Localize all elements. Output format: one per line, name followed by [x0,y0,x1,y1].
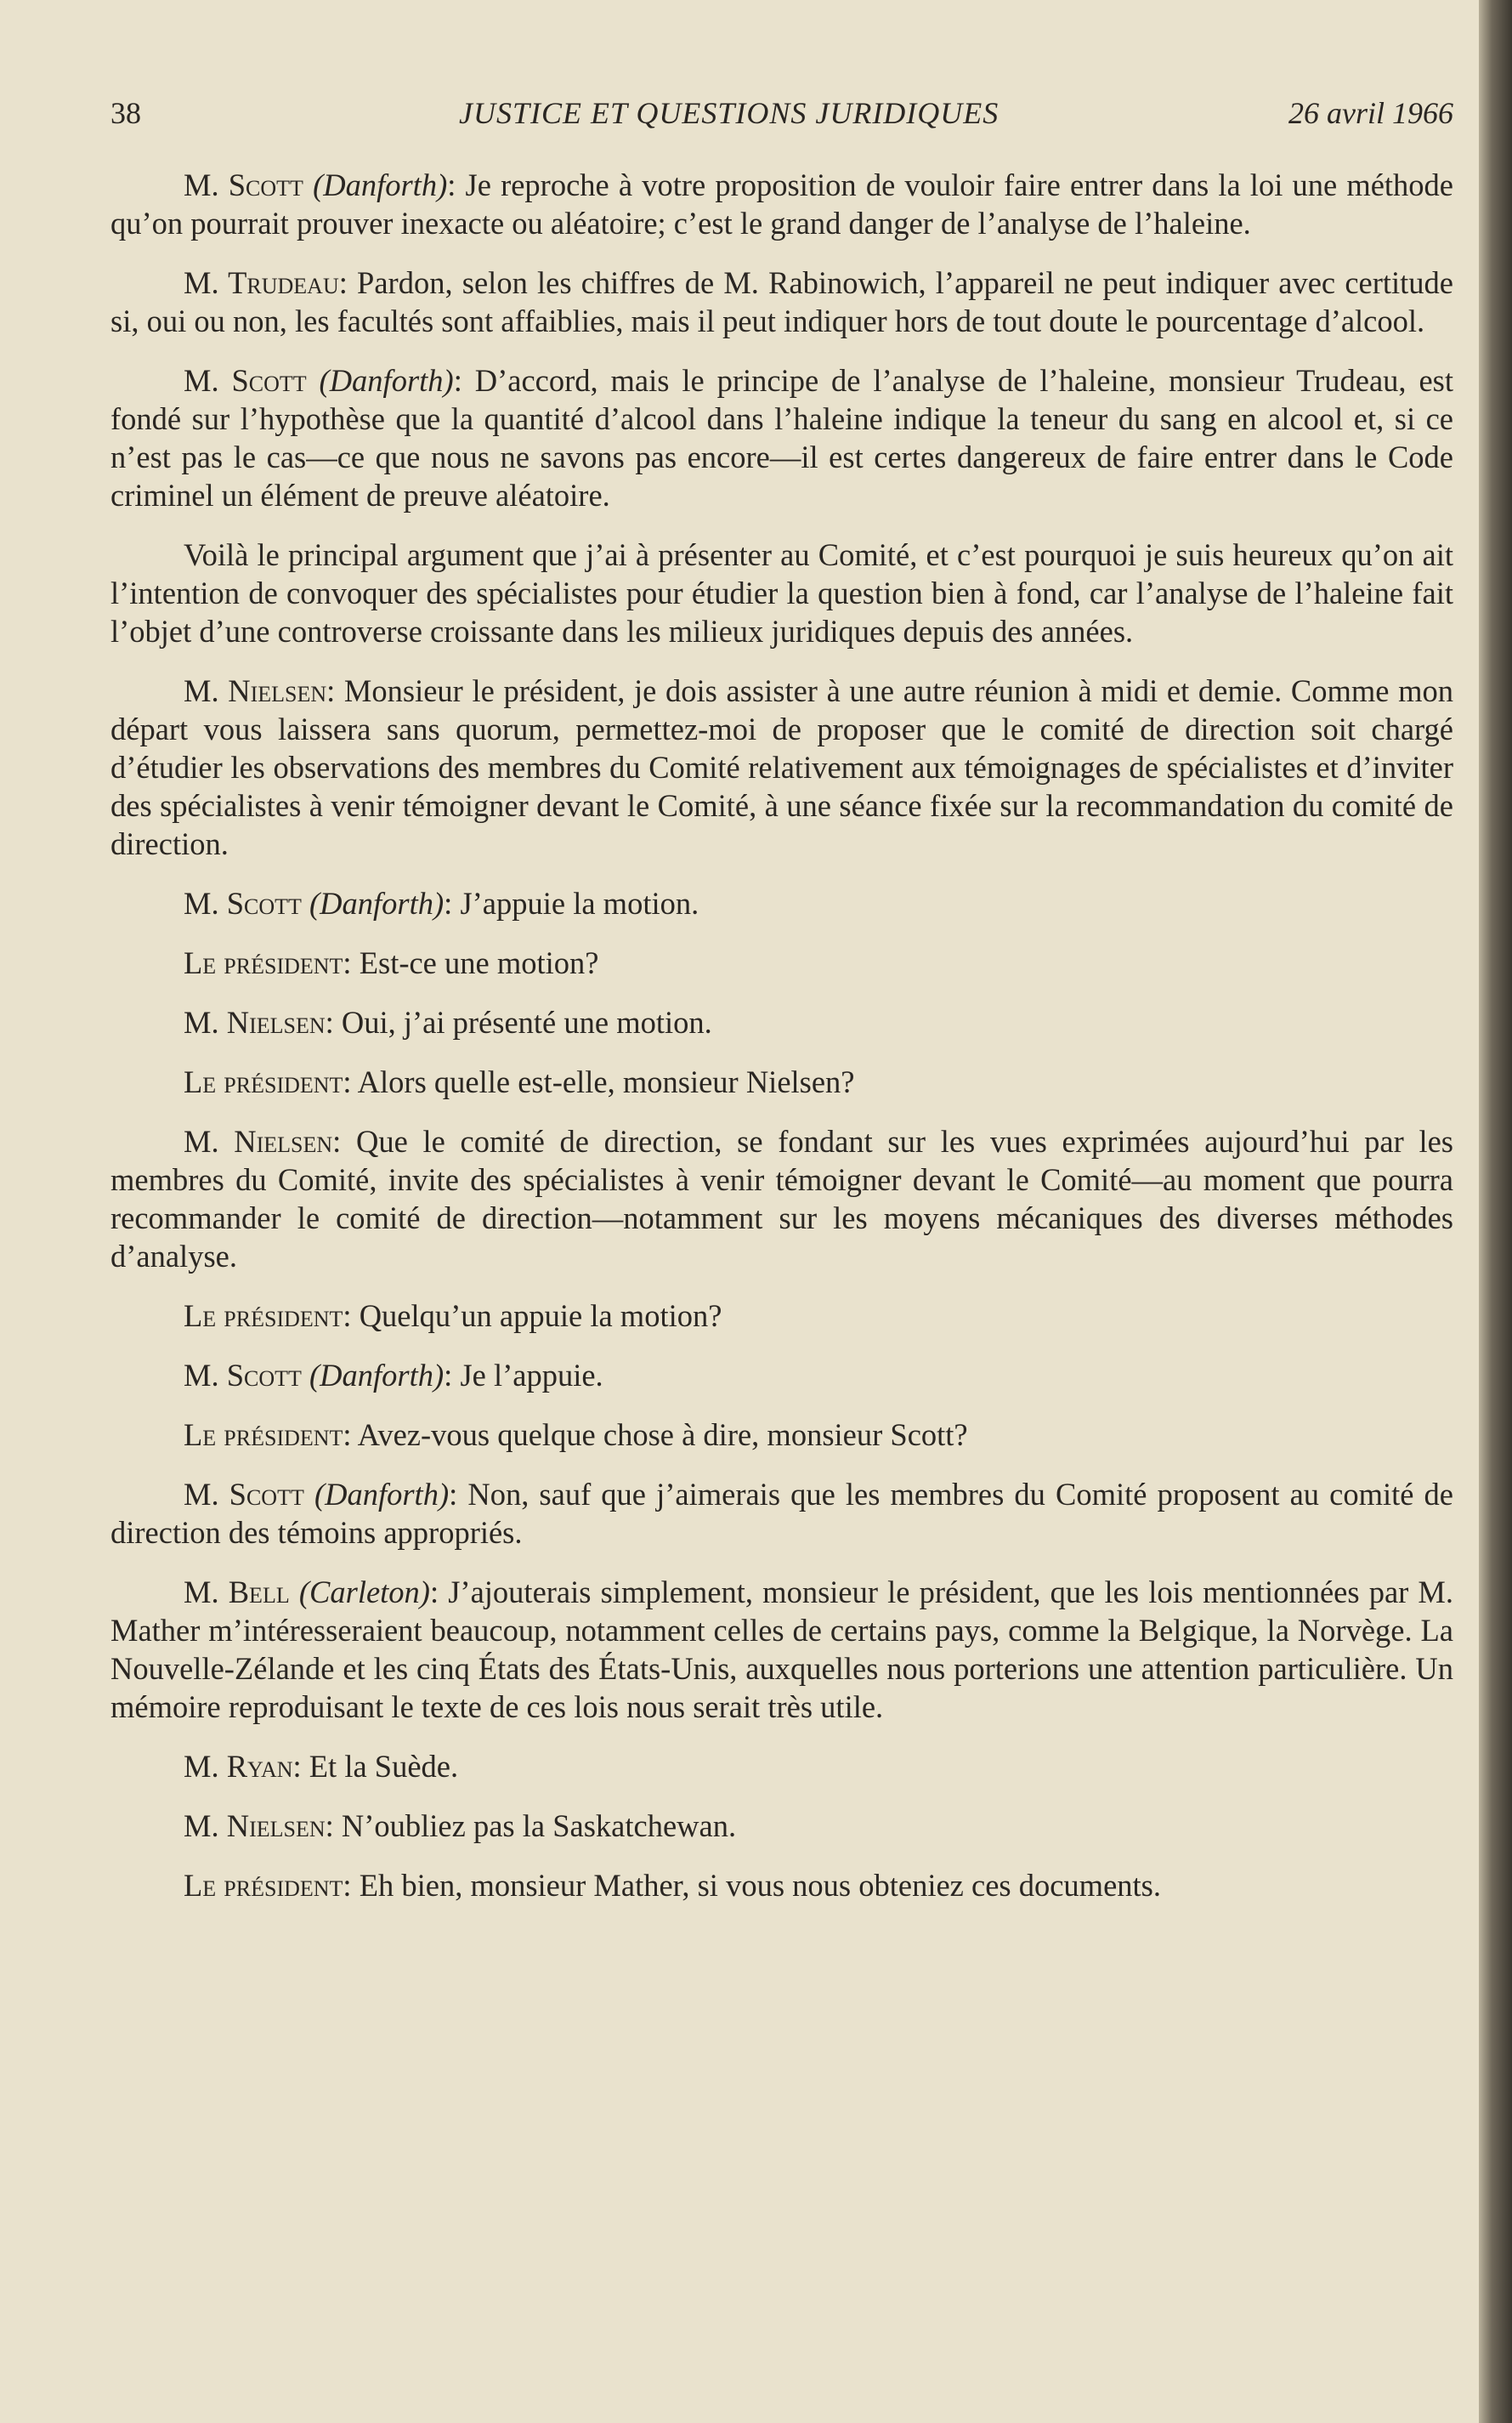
speech-text: : Je l’appuie. [444,1358,603,1393]
speaker-name: M. Scott [184,1358,302,1393]
page-number: 38 [110,96,141,130]
speech-text: : Et la Suède. [292,1749,459,1784]
speaker-name: M. Bell [184,1575,290,1609]
speech-text: : D’accord, mais le principe de l’analyse de l’haleine, monsieur Trudeau, est fondé sur l’hypothèse que la quantité d’alcool dans l’haleine indique la teneur du sang en alcool et, si ce n’est pas le cas—ce que nous ne savons pas encore—il est certes dangereux de faire entrer dans le Code criminel un élément de preuve aléatoire. [110,363,1453,513]
header-date: 26 avril 1966 [1288,96,1453,130]
speaker-riding: (Danforth) [309,886,445,921]
paragraph [110,536,1453,650]
speaker-name: M. Nielsen [184,673,327,708]
running-header [110,95,1453,138]
paragraph [110,1063,1453,1101]
speaker-name: M. Scott [184,886,302,921]
speaker-name: M. Scott [184,1477,304,1512]
paragraph [110,1475,1453,1552]
speech-text: : Avez-vous quelque chose à dire, monsieur Scott? [343,1417,968,1452]
speaker-name: Le président [184,1298,343,1333]
speaker-name: Le président [184,1868,343,1903]
speech-text: : J’ajouterais simplement, monsieur le président, que les lois mentionnées par M. Mather m’intéresseraient beaucoup, notamment celles de certains pays, comme la Belgique, la Norvège. La Nouvelle-Zélande et les cinq États des États-Unis, auxquelles nous porterions une attention particulière. Un mémoire reproduisant le texte de ces lois nous serait très utile. [110,1575,1454,1724]
speech-text: : Que le comité de direction, se fondant sur les vues exprimées aujourd’hui par les membres du Comité, invite des spécialistes à venir témoigner devant le Comité—au moment que pourra recommander le comité de direction—notamment sur les moyens mécaniques des diverses méthodes d’analyse. [110,1124,1453,1274]
speaker-name: M. Nielsen [184,1124,333,1159]
speaker-name: M. Scott [184,167,303,202]
speech-text: : Non, sauf que j’aimerais que les membres du Comité proposent au comité de direction des témoins appropriés. [110,1477,1454,1550]
speaker-name: Le président [184,1417,343,1452]
speech-text: : Quelqu’un appuie la motion? [343,1298,722,1333]
transcript-body [110,166,1453,1926]
paragraph [110,1573,1453,1726]
speaker-riding: (Danforth) [313,167,448,202]
speaker-name: M. Scott [184,363,307,398]
running-title: JUSTICE ET QUESTIONS JURIDIQUES [459,96,1000,130]
speaker-name: M. Trudeau [184,265,339,300]
speaker-name: Le président [184,1064,343,1099]
speech-text: Voilà le principal argument que j’ai à présenter au Comité, et c’est pourquoi je suis heureux qu’on ait l’intention de convoquer des spécialistes pour étudier la question bien à fond, car l’analyse de l’haleine fait l’objet d’une controverse croissante dans les milieux juridiques depuis des années. [110,537,1453,649]
paragraph [110,264,1453,340]
paragraph [110,1866,1453,1904]
paragraph [110,1416,1453,1454]
speech-text: : Est-ce une motion? [343,945,599,980]
speech-text: : Alors quelle est-elle, monsieur Nielsen? [343,1064,855,1099]
paragraph [110,672,1453,863]
paragraph [110,1356,1453,1394]
paragraph [110,1122,1453,1275]
book-spine-shadow [1479,0,1512,2423]
speaker-name: M. Nielsen [184,1808,326,1843]
speech-text: : Pardon, selon les chiffres de M. Rabinowich, l’appareil ne peut indiquer avec certitude si, oui ou non, les facultés sont affaiblies, mais il peut indiquer hors de tout doute le pourcentage d’alcool. [110,265,1453,338]
paragraph [110,361,1453,514]
paragraph [110,1003,1453,1041]
speaker-riding: (Danforth) [314,1477,450,1512]
paragraph [110,1297,1453,1335]
paragraph [110,166,1453,242]
speech-text: : Eh bien, monsieur Mather, si vous nous obteniez ces documents. [343,1868,1161,1903]
paragraph [110,1807,1453,1845]
speaker-riding: (Carleton) [298,1575,430,1609]
speech-text: : J’appuie la motion. [444,886,699,921]
speaker-name: Le président [184,945,343,980]
speaker-name: M. Nielsen [184,1005,326,1040]
paragraph [110,1747,1453,1785]
speech-text: : Je reproche à votre proposition de vouloir faire entrer dans la loi une méthode qu’on pourrait prouver inexacte ou aléatoire; c’est le grand danger de l’analyse de l’haleine. [110,167,1454,241]
paragraph [110,944,1453,982]
paragraph [110,884,1453,922]
speech-text: : N’oubliez pas la Saskatchewan. [325,1808,737,1843]
speaker-riding: (Danforth) [309,1358,445,1393]
speech-text: : Monsieur le président, je dois assister à une autre réunion à midi et demie. Comme mon départ vous laissera sans quorum, permettez-moi de proposer que le comité de direction soit chargé d’étudier les observations des membres du Comité relativement aux témoignages de spécialistes et d’inviter des spécialistes à venir témoigner devant le Comité, à une séance fixée sur la recommandation du comité de direction. [110,673,1453,861]
speaker-name: M. Ryan [184,1749,293,1784]
speaker-riding: (Danforth) [319,363,454,398]
speech-text: : Oui, j’ai présenté une motion. [325,1005,712,1040]
